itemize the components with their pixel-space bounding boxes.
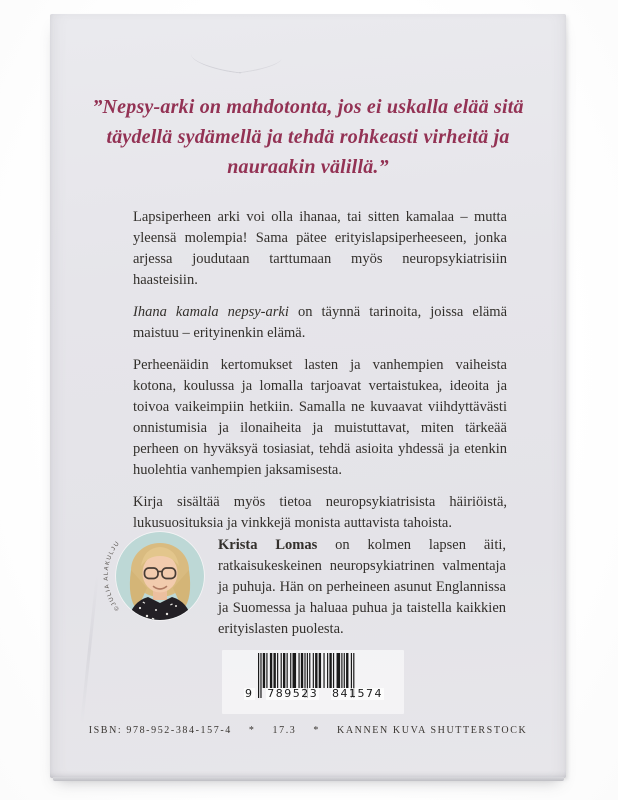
book-title-mention: Ihana kamala nepsy-arki — [133, 304, 289, 320]
isbn-text: ISBN: 978-952-384-157-4 — [88, 725, 232, 736]
blurb-paragraph-1: Lapsiperheen arki voi olla ihanaa, tai sitten kamalaa – mutta yleensä molempia! Sama pätee erityislapsiperheeseen, jonka arjessa joudutaan tarttumaan myös neuropsykiatrisiin haasteisiin. — [133, 209, 507, 288]
edition-number: 17.3 — [272, 725, 297, 736]
blurb-paragraph-4: Kirja sisältää myös tietoa neuropsykiatrisista häiriöistä, lukusuosituksia ja vinkkejä monista auttavista tahoista. — [133, 494, 507, 531]
page-block-edge — [53, 777, 564, 781]
footer-separator: * — [313, 725, 321, 736]
author-name: Krista Lomas — [218, 537, 318, 553]
photo-credit: ©JULIA ALAKULJU — [103, 540, 122, 612]
footer-separator: * — [248, 725, 256, 736]
barcode — [222, 650, 404, 714]
author-photo — [84, 526, 224, 646]
author-section — [50, 526, 566, 656]
barcode-number-group2: 841574 — [332, 687, 383, 700]
author-bio-text: on kolmen lapsen äiti, ratkaisukeskeinen neuropsykiatrinen valmentaja ja puhuja. Hän on perheineen asunut Englannissa ja Suomessa ja haluaa puhua ja taistella kaikkien erityislasten puolesta. — [218, 537, 506, 637]
barcode-number-lead: 9 — [245, 687, 254, 700]
blurb-paragraph-2 — [133, 302, 507, 344]
author-bio — [218, 535, 506, 640]
blurb-text — [133, 207, 507, 545]
blurb-paragraph-2-rest: on täynnä tarinoita, joissa elämä maistuu – erityinenkin elämä. — [133, 304, 507, 341]
barcode-digits — [244, 688, 384, 700]
cover-photo-credit-text: KANNEN KUVA SHUTTERSTOCK — [337, 725, 528, 736]
footer-line — [50, 725, 566, 736]
book-back-cover — [50, 14, 566, 778]
back-cover-quote: ”Nepsy-arki on mahdotonta, jos ei uskalla elää sitä täydellä sydämellä ja tehdä rohkeasti virheitä ja nauraakin välillä.” — [92, 96, 524, 178]
blurb-paragraph-3: Perheenäidin kertomukset lasten ja vanhempien vaiheista kotona, koulussa ja lomalla tarjoavat vertaistukea, ideoita ja toivoa vaikeimpiin hetkiin. Samalla ne kuvaavat viihdyttävästi onnistumisia ja ilonaiheita ja muistuttavat, miten tärkeää perheen on hyväksyä tosiasiat, tehdä asioita yhdessä ja etenkin huolehtia vanhempien jaksamisesta. — [133, 357, 507, 478]
cover-crease — [189, 52, 242, 73]
cover-crease — [237, 57, 282, 74]
author-photo-illustration — [114, 530, 206, 622]
barcode-number-group1: 789523 — [267, 687, 319, 700]
